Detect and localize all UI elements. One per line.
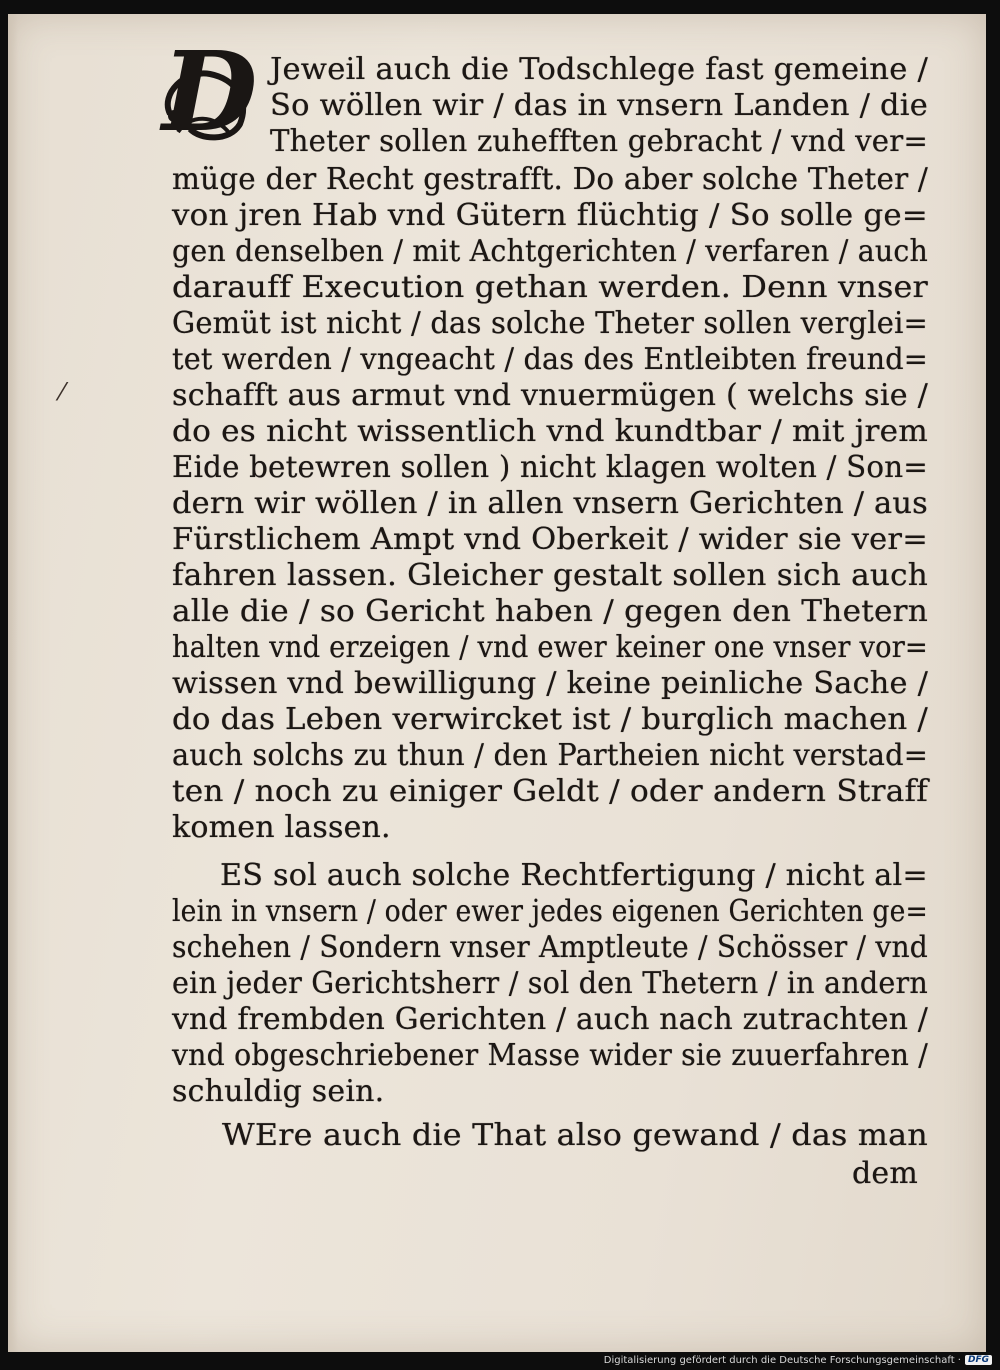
text-line: Fürstlichem Ampt vnd Oberkeit / wider sie ver= — [172, 522, 928, 557]
text-line: vnd frembden Gerichten / auch nach zutrachten / — [172, 1002, 928, 1037]
text-line: Eide betewren sollen ) nicht klagen wolten / Son= — [172, 450, 928, 485]
text-line: schuldig sein. — [172, 1074, 385, 1109]
text-line: Jeweil auch die Todschlege fast gemeine / — [270, 52, 928, 87]
text-line: tet werden / vngeacht / das des Entleibten freund= — [172, 342, 928, 377]
footer — [604, 1352, 992, 1368]
text-line: komen lassen. — [172, 810, 391, 845]
text-line: do es nicht wissentlich vnd kundtbar / mit jrem — [172, 414, 929, 449]
text-line: vnd obgeschriebener Masse wider sie zuuerfahren / — [172, 1038, 928, 1073]
margin-mark: ⁄ — [60, 378, 65, 406]
text-line: schafft aus armut vnd vnuermügen ( welchs sie / — [172, 378, 928, 413]
text-line: ten / noch zu einiger Geldt / oder andern Straff — [172, 774, 928, 809]
text-line: ein jeder Gerichtsherr / sol den Thetern / in andern — [172, 966, 928, 1001]
text-line: Theter sollen zuhefften gebracht / vnd ver= — [270, 124, 928, 159]
text-line: gen denselben / mit Achtgerichten / verfaren / auch — [172, 234, 928, 269]
text-line: auch solchs zu thun / den Partheien nicht verstad= — [172, 738, 928, 773]
text-line: darauff Execution gethan werden. Denn vnser — [172, 270, 928, 305]
text-line: So wöllen wir / das in vnsern Landen / die — [270, 88, 928, 123]
drop-cap: D — [162, 27, 258, 156]
text-line: lein in vnsern / oder ewer jedes eigenen Gerichten ge= — [172, 894, 928, 929]
text-line: dern wir wöllen / in allen vnsern Gerichten / aus — [172, 486, 928, 521]
text-line: wissen vnd bewilligung / keine peinliche Sache / — [172, 666, 928, 701]
text-line: dem — [852, 1156, 919, 1191]
text-line: müge der Recht gestrafft. Do aber solche Theter / — [172, 162, 928, 197]
text-line: von jren Hab vnd Gütern flüchtig / So solle ge= — [172, 198, 929, 233]
text-line: halten vnd erzeigen / vnd ewer keiner one vnser vor= — [172, 630, 928, 665]
text-line: schehen / Sondern vnser Amptleute / Schösser / vnd — [172, 930, 928, 965]
text-line: do das Leben verwircket ist / burglich machen / — [172, 702, 928, 737]
dfg-logo: DFG — [965, 1355, 992, 1365]
text-line: ES sol auch solche Rechtfertigung / nicht al= — [220, 858, 928, 893]
text-line: WEre auch die That also gewand / das man — [222, 1118, 928, 1153]
text-line: alle die / so Gericht haben / gegen den Thetern — [172, 594, 928, 629]
footer-credit: Digitalisierung gefördert durch die Deutsche Forschungsgemeinschaft · — [603, 1354, 961, 1366]
text-line: fahren lassen. Gleicher gestalt sollen sich auch — [172, 558, 929, 593]
text-line: Gemüt ist nicht / das solche Theter sollen verglei= — [172, 306, 928, 341]
page-edge — [8, 14, 18, 1352]
